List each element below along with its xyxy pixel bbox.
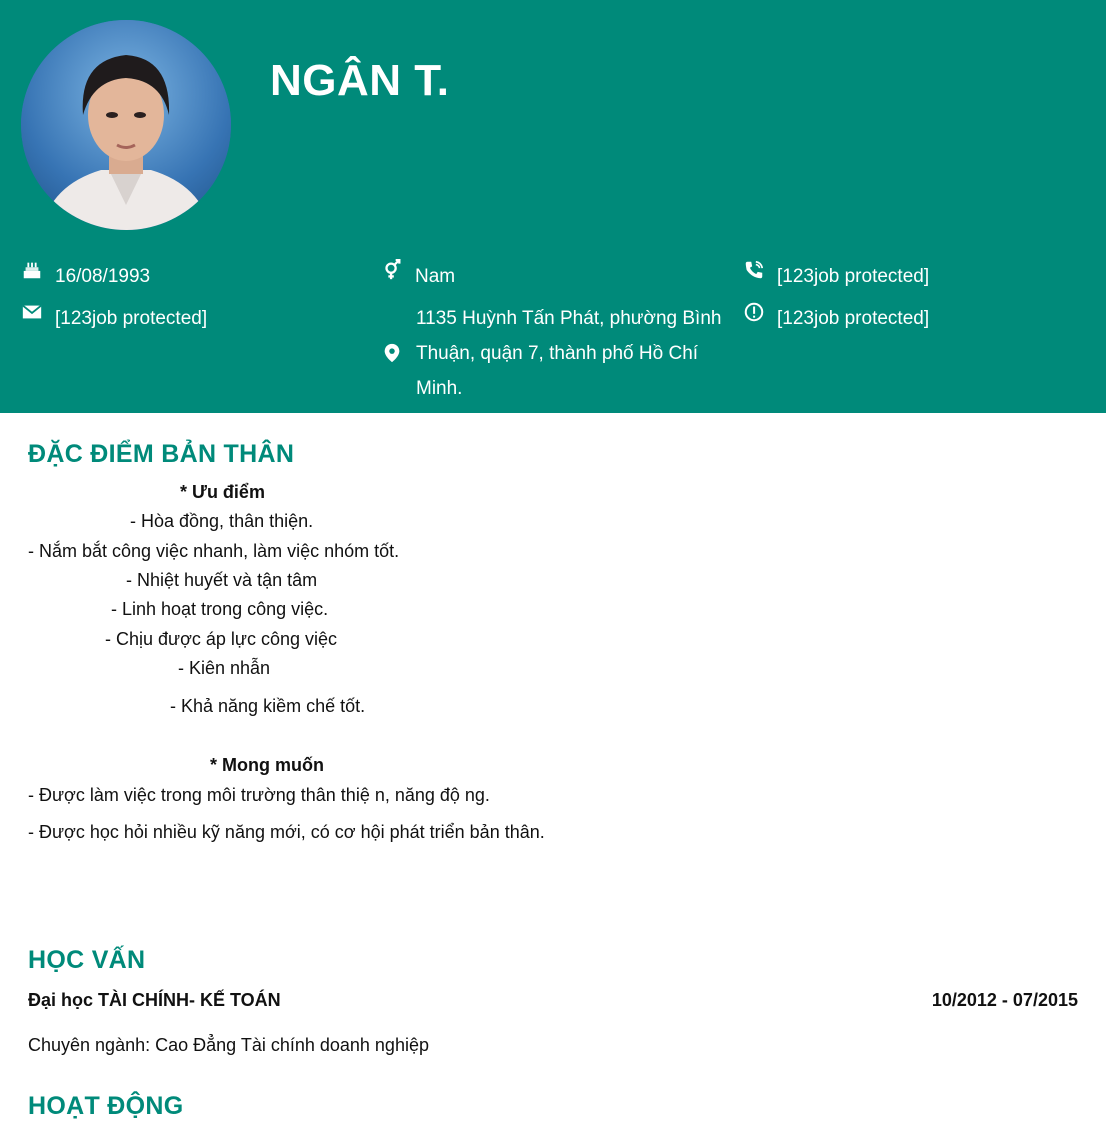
strength-item: - Nhiệt huyết và tận tâm — [126, 570, 318, 590]
section-title-education: HỌC VẤN — [28, 946, 146, 974]
email-icon — [21, 301, 43, 323]
gender-icon — [381, 259, 403, 281]
gender-text: Nam — [415, 266, 456, 287]
email-text[interactable]: [123job protected] — [55, 308, 208, 329]
strength-item: - Khả năng kiềm chế tốt. — [170, 696, 366, 716]
gender-row — [381, 259, 455, 294]
strengths-heading: * Ưu điểm — [180, 482, 265, 502]
school-name: Đại học TÀI CHÍNH- KẾ TOÁN — [28, 990, 281, 1010]
strength-item: - Hòa đồng, thân thiện. — [130, 511, 314, 531]
address-text: 1135 Huỳnh Tấn Phát, phường Bình Thuận, quận 7, thành phố Hồ Chí Minh. — [416, 308, 722, 399]
birthday-text: 16/08/1993 — [55, 266, 151, 287]
cake-icon — [21, 259, 43, 281]
strength-item: - Nắm bắt công việc nhanh, làm việc nhóm tốt. — [28, 541, 400, 561]
other-contact-row — [743, 301, 929, 336]
major-text: Chuyên ngành: Cao Đẳng Tài chính doanh nghiệp — [28, 1035, 429, 1055]
location-icon — [381, 342, 403, 364]
avatar — [21, 20, 231, 230]
candidate-name: NGÂN T. — [270, 56, 450, 105]
section-title-personal: ĐẶC ĐIỂM BẢN THÂN — [28, 440, 295, 468]
profile-header — [0, 0, 1106, 413]
section-title-activities: HOẠT ĐỘNG — [28, 1092, 184, 1120]
phone-row — [743, 259, 929, 294]
phone-icon — [743, 259, 765, 281]
avatar-photo — [21, 20, 231, 230]
birthday-row — [21, 259, 150, 294]
strength-item: - Kiên nhẫn — [178, 658, 271, 678]
wish-item: - Được học hỏi nhiều kỹ năng mới, có cơ hội phát triển bản thân. — [28, 822, 545, 842]
strength-item: - Linh hoạt trong công việc. — [111, 599, 329, 619]
info-icon — [743, 301, 765, 323]
email-row — [21, 301, 207, 336]
wish-item: - Được làm việc trong môi trường thân thiệ n, năng độ ng. — [28, 785, 490, 805]
other-contact-text[interactable]: [123job protected] — [777, 308, 930, 329]
wishes-heading: * Mong muốn — [210, 755, 324, 775]
strength-item: - Chịu được áp lực công việc — [105, 629, 337, 649]
education-period: 10/2012 - 07/2015 — [931, 990, 1078, 1010]
phone-text[interactable]: [123job protected] — [777, 266, 930, 287]
